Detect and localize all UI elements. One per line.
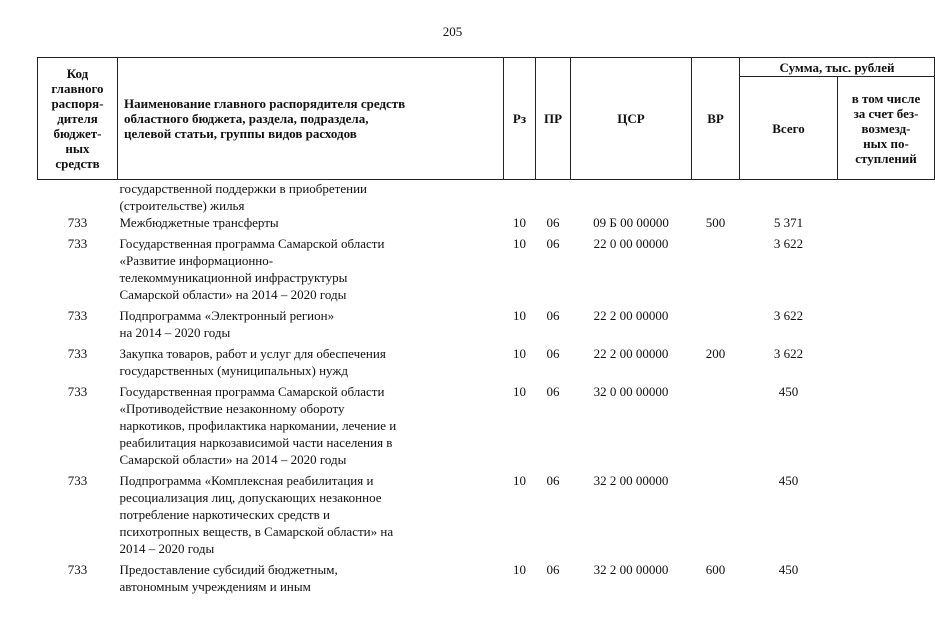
table-row [38, 561, 935, 599]
cell-code: 733 [67, 236, 88, 251]
cell-csr [571, 180, 692, 215]
cell-name [118, 561, 504, 599]
name-line: «Противодействие незаконному обороту [119, 401, 345, 416]
cell-vr: 500 [705, 215, 726, 230]
cell-csr: 32 2 00 00000 [593, 473, 669, 488]
table-row [38, 235, 935, 307]
cell-pr [536, 180, 571, 215]
table-row [38, 180, 935, 215]
header-line: Код [66, 66, 89, 81]
cell-name [118, 345, 504, 383]
table-row [38, 383, 935, 472]
table-body [38, 180, 935, 600]
header-free [838, 77, 935, 180]
cell-name [118, 180, 504, 215]
cell-code: 733 [67, 384, 88, 399]
name-line: «Развитие информационно- [119, 253, 274, 268]
name-line: реабилитация наркозависимой части населения в [119, 435, 393, 450]
cell-csr: 22 2 00 00000 [593, 308, 669, 323]
cell-vr [692, 180, 740, 215]
cell-csr: 09 Б 00 00000 [593, 215, 669, 230]
cell-name [118, 235, 504, 307]
header-line: за счет без- [853, 105, 919, 121]
cell-rz: 10 [513, 384, 526, 399]
header-line: Наименование главного распорядителя средств [124, 96, 406, 111]
cell-rz: 10 [513, 308, 526, 323]
cell-name [118, 383, 504, 472]
name-line: Предоставление субсидий бюджетным, [119, 562, 338, 577]
header-total: Всего [740, 77, 838, 180]
name-line: Подпрограмма «Электронный регион» [119, 308, 335, 323]
header-line: распоря- [51, 96, 104, 111]
name-line: Государственная программа Самарской области [119, 384, 385, 399]
header-line: областного бюджета, раздела, подраздела, [124, 111, 369, 126]
header-line: дителя [57, 111, 98, 126]
cell-total: 3 622 [773, 346, 804, 361]
cell-pr: 06 [546, 236, 560, 251]
cell-code: 733 [67, 346, 88, 361]
name-line: Самарской области» на 2014 – 2020 годы [119, 287, 347, 302]
cell-code: 733 [67, 308, 88, 323]
cell-code [38, 180, 118, 215]
table-row [38, 214, 935, 235]
header-rz: Рз [504, 58, 536, 180]
cell-csr: 22 2 00 00000 [593, 346, 669, 361]
cell-free [838, 307, 935, 345]
cell-csr: 32 2 00 00000 [593, 562, 669, 577]
cell-vr: 600 [705, 562, 726, 577]
cell-rz: 10 [513, 236, 526, 251]
header-csr: ЦСР [571, 58, 692, 180]
cell-pr: 06 [546, 215, 560, 230]
cell-total: 3 622 [773, 308, 804, 323]
name-line: Межбюджетные трансферты [119, 215, 279, 230]
cell-free [838, 383, 935, 472]
header-line: в том числе [851, 90, 921, 106]
cell-name [118, 214, 504, 235]
name-line: психотропных веществ, в Самарской области» на [119, 524, 394, 539]
cell-vr: 200 [705, 346, 726, 361]
cell-pr: 06 [546, 384, 560, 399]
cell-total: 450 [778, 473, 799, 488]
cell-total: 3 622 [773, 236, 804, 251]
cell-free [838, 561, 935, 599]
cell-name [118, 307, 504, 345]
name-line: Государственная программа Самарской области [119, 236, 385, 251]
header-line: ступлений [855, 150, 917, 166]
cell-vr [692, 472, 740, 561]
name-line: потребление наркотических средств и [119, 507, 330, 522]
header-line: ных [65, 141, 90, 156]
name-line: Закупка товаров, работ и услуг для обеспечения [119, 346, 386, 361]
cell-rz: 10 [513, 473, 526, 488]
header-name [118, 58, 504, 180]
cell-vr [692, 383, 740, 472]
cell-code: 733 [67, 215, 88, 230]
budget-table [37, 57, 935, 599]
cell-free [838, 214, 935, 235]
header-line: главного [51, 81, 104, 96]
cell-rz [504, 180, 536, 215]
cell-code: 733 [67, 562, 88, 577]
name-line: государственной поддержки в приобретении [119, 181, 367, 196]
name-line: наркотиков, профилактика наркомании, лечение и [119, 418, 397, 433]
name-line: на 2014 – 2020 годы [119, 325, 231, 340]
cell-pr: 06 [546, 308, 560, 323]
header-sum: Сумма, тыс. рублей [740, 58, 935, 77]
header-line: бюджет- [53, 126, 102, 141]
header-line: целевой статьи, группы видов расходов [124, 126, 357, 141]
name-line: телекоммуникационной инфраструктуры [119, 270, 348, 285]
cell-free [838, 180, 935, 215]
name-line: 2014 – 2020 годы [119, 541, 215, 556]
name-line: автономным учреждениям и иным [119, 579, 311, 594]
name-line: Самарской области» на 2014 – 2020 годы [119, 452, 347, 467]
cell-csr: 32 0 00 00000 [593, 384, 669, 399]
header-line: ных по- [863, 135, 909, 151]
cell-vr [692, 307, 740, 345]
name-line: (строительстве) жилья [119, 198, 245, 213]
cell-free [838, 235, 935, 307]
cell-rz: 10 [513, 562, 526, 577]
table-row [38, 345, 935, 383]
cell-name [118, 472, 504, 561]
cell-pr: 06 [546, 473, 560, 488]
header-pr: ПР [536, 58, 571, 180]
cell-csr: 22 0 00 00000 [593, 236, 669, 251]
header-line: средств [55, 156, 100, 171]
name-line: ресоциализация лиц, допускающих незаконное [119, 490, 382, 505]
cell-code: 733 [67, 473, 88, 488]
cell-vr [692, 235, 740, 307]
cell-total: 450 [778, 562, 799, 577]
cell-rz: 10 [513, 215, 526, 230]
table-row [38, 472, 935, 561]
cell-free [838, 345, 935, 383]
page-number: 205 [442, 24, 463, 39]
header-vr: ВР [692, 58, 740, 180]
table-row [38, 307, 935, 345]
header-line: возмезд- [861, 120, 911, 136]
cell-total: 450 [778, 384, 799, 399]
cell-free [838, 472, 935, 561]
cell-pr: 06 [546, 562, 560, 577]
cell-total [740, 180, 838, 215]
name-line: Подпрограмма «Комплексная реабилитация и [119, 473, 374, 488]
cell-pr: 06 [546, 346, 560, 361]
header-code [38, 58, 118, 180]
cell-total: 5 371 [773, 215, 804, 230]
name-line: государственных (муниципальных) нужд [119, 363, 348, 378]
cell-rz: 10 [513, 346, 526, 361]
